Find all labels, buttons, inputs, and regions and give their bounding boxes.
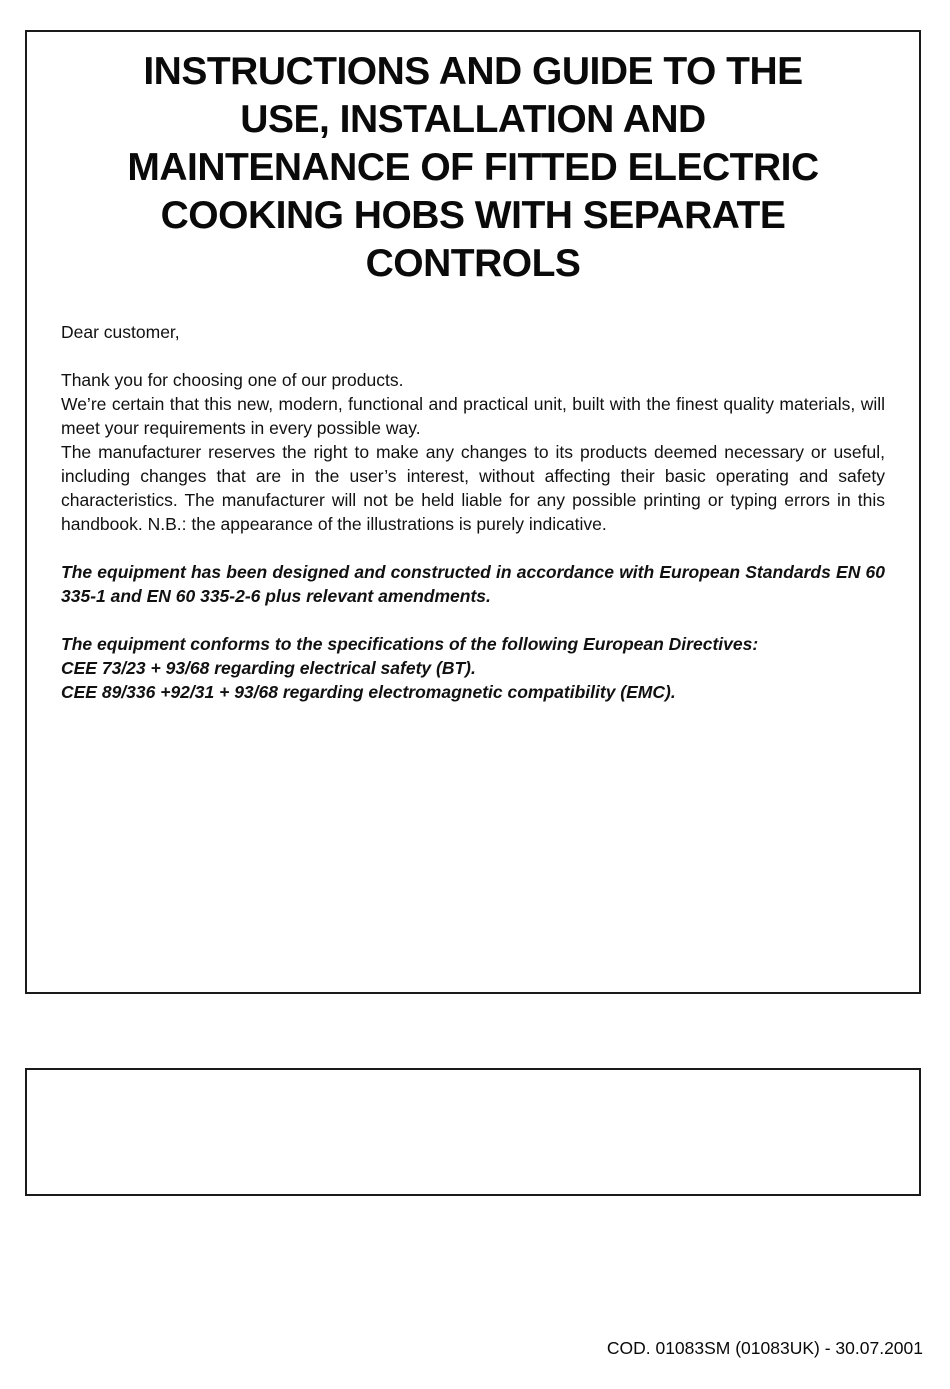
intro-paragraphs	[61, 368, 885, 536]
body-paragraph: We’re certain that this new, modern, functional and practical unit, built with the finest quality materials, will meet your requirements in every possible way.	[61, 394, 885, 438]
document-title-line: USE, INSTALLATION AND	[240, 98, 706, 141]
directives-paragraph	[61, 632, 885, 704]
document-title-line: INSTRUCTIONS AND GUIDE TO THE	[143, 50, 803, 93]
document-body	[61, 320, 885, 704]
body-paragraph: The manufacturer reserves the right to make any changes to its products deemed necessary or useful, including changes that are in the user’s interest, without affecting their basic operating and safety characteristics. The manufacturer will not be held liable for any possible printing or typing errors in this handbook. N.B.: the appearance of the illustrations is purely indicative.	[61, 442, 885, 534]
directives-line: The equipment conforms to the specifications of the following European Directives:	[61, 634, 759, 654]
document-title-line: MAINTENANCE OF FITTED ELECTRIC	[127, 146, 819, 189]
empty-box	[25, 1068, 921, 1196]
document-title-line: CONTROLS	[365, 242, 581, 285]
directives-line: CEE 73/23 + 93/68 regarding electrical safety (BT).	[61, 658, 476, 678]
main-content-box	[25, 30, 921, 994]
body-paragraph: Thank you for choosing one of our products.	[61, 370, 404, 390]
directives-line: CEE 89/336 +92/31 + 93/68 regarding electromagnetic compatibility (EMC).	[61, 682, 676, 702]
standards-paragraph: The equipment has been designed and constructed in accordance with European Standards EN 60 335-1 and EN 60 335-2-6 plus relevant amendments.	[61, 562, 885, 606]
footer-code: COD. 01083SM (01083UK) - 30.07.2001	[606, 1338, 923, 1358]
document-title-line: COOKING HOBS WITH SEPARATE	[160, 194, 786, 237]
salutation: Dear customer,	[61, 322, 180, 342]
document-title	[47, 48, 899, 288]
